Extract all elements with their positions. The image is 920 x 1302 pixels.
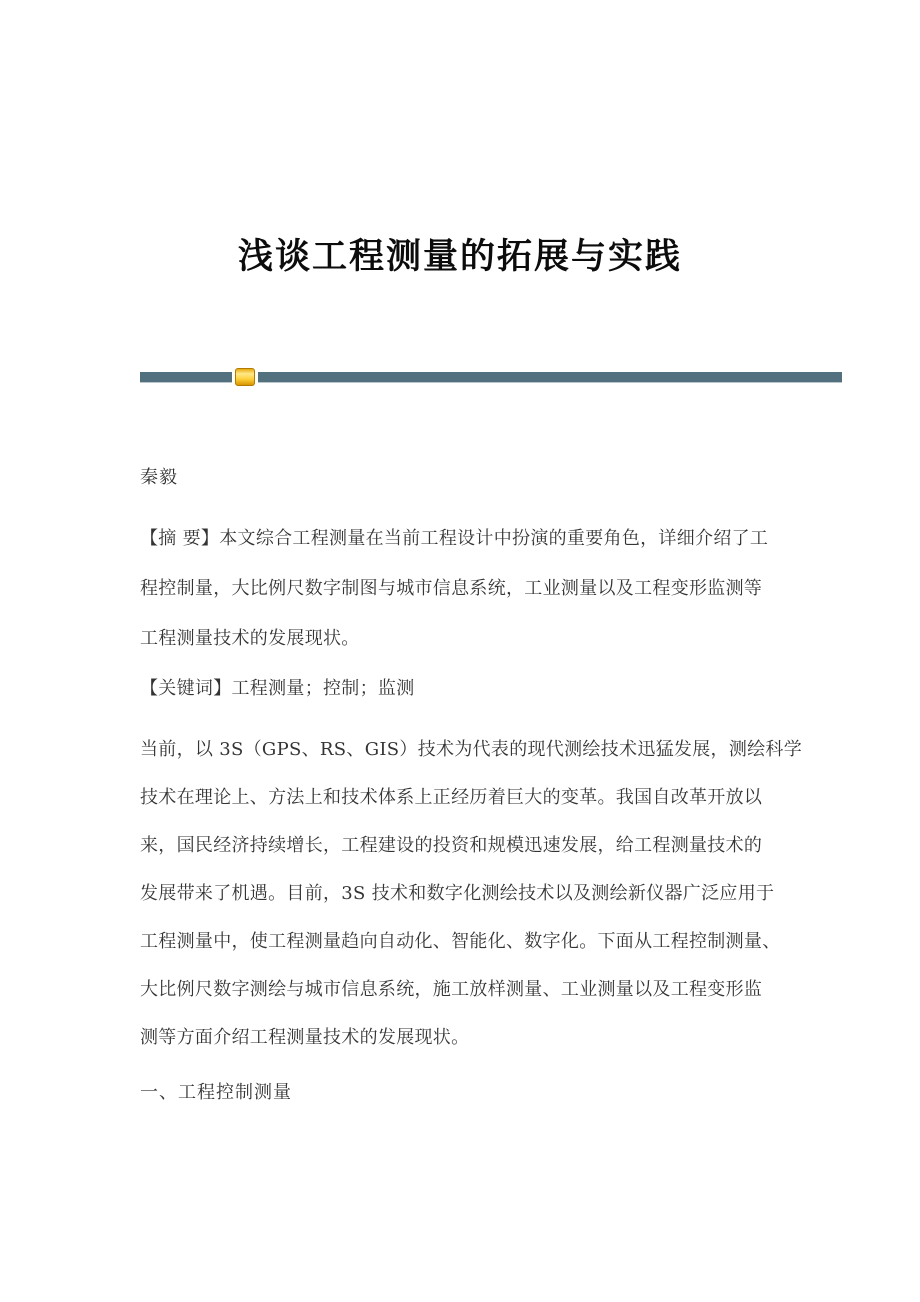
body-line-5: 工程测量中，使工程测量趋向自动化、智能化、数字化。下面从工程控制测量、 <box>140 931 781 952</box>
body-line-4: 发展带来了机遇。目前，3S 技术和数字化测绘技术以及测绘新仪器广泛应用于 <box>140 883 775 904</box>
document-title: 浅谈工程测量的拓展与实践 <box>237 236 682 278</box>
body-line-6: 大比例尺数字测绘与城市信息系统，施工放样测量、工业测量以及工程变形监 <box>140 979 763 1000</box>
section-heading: 一、工程控制测量 <box>140 1082 292 1103</box>
abstract-line-2: 程控制量，大比例尺数字制图与城市信息系统，工业测量以及工程变形监测等 <box>140 578 763 599</box>
body-paragraph <box>140 724 820 1060</box>
keywords-paragraph <box>140 662 820 712</box>
body-line-1: 当前，以 3S（GPS、RS、GIS）技术为代表的现代测绘技术迅猛发展，测绘科学 <box>140 739 803 760</box>
abstract-paragraph <box>140 512 820 662</box>
body-line-2: 技术在理论上、方法上和技术体系上正经历着巨大的变革。我国自改革开放以 <box>140 787 763 808</box>
divider-ornament-icon <box>235 368 255 386</box>
abstract-line-1: 【摘 要】本文综合工程测量在当前工程设计中扮演的重要角色，详细介绍了工 <box>140 528 769 549</box>
author-name: 秦毅 <box>140 467 178 488</box>
body-line-3: 来，国民经济持续增长，工程建设的投资和规模迅速发展，给工程测量技术的 <box>140 835 763 856</box>
keywords-line: 【关键词】工程测量；控制；监测 <box>140 678 415 699</box>
abstract-line-3: 工程测量技术的发展现状。 <box>140 628 360 649</box>
title-divider-bar <box>140 372 842 383</box>
body-line-7: 测等方面介绍工程测量技术的发展现状。 <box>140 1027 470 1048</box>
